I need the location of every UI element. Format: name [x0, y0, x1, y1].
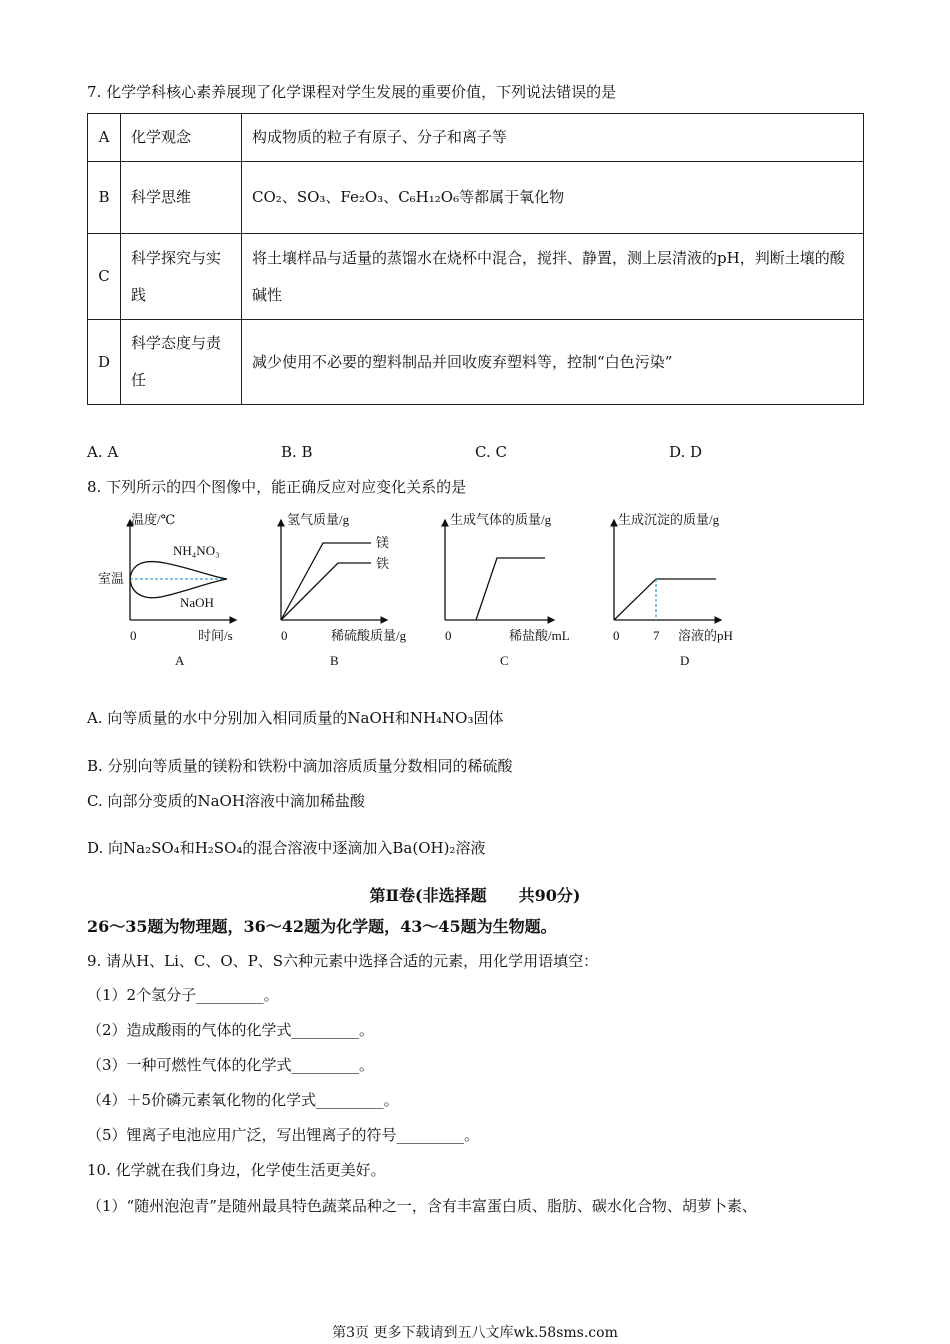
q9-item: （5）锂离子电池应用广泛，写出锂离子的符号_________。: [87, 1126, 480, 1144]
option-b[interactable]: B. B: [281, 443, 313, 461]
option-c[interactable]: C. C: [475, 443, 507, 461]
graph-b-fe-label: 铁: [376, 556, 390, 571]
graph-b-ylabel: 氢气质量/g: [287, 512, 350, 527]
question-7: 7. 化学学科核心素养展现了化学课程对学生发展的重要价值，下列说法错误的是: [87, 83, 617, 101]
row-topic: 化学观念: [121, 114, 242, 162]
row-key: D: [88, 320, 121, 405]
graph-c-caption: C: [500, 653, 509, 668]
graph-a-room-temp-label: 室温: [98, 571, 125, 586]
q8-option-b[interactable]: B. 分别向等质量的镁粉和铁粉中滴加溶质质量分数相同的稀硫酸: [87, 757, 513, 775]
q9-item: （3）一种可燃性气体的化学式_________。: [87, 1056, 375, 1074]
graph-d-line: [614, 579, 716, 620]
row-key: B: [88, 162, 121, 234]
graph-d-xlabel: 溶液的pH: [678, 628, 733, 643]
graph-a-nh4no3-curve: [130, 562, 227, 579]
graph-a-xlabel: 时间/s: [198, 628, 233, 643]
row-topic: 科学探究与实践: [121, 234, 242, 320]
section-title: 第Ⅱ卷(非选择题 共90分): [369, 886, 581, 905]
q9-item: （2）造成酸雨的气体的化学式_________。: [87, 1021, 375, 1039]
row-topic: 科学思维: [121, 162, 242, 234]
graph-a-origin: 0: [130, 628, 137, 643]
graph-d-caption: D: [680, 653, 690, 668]
row-key: A: [88, 114, 121, 162]
graph-a-naoh-label: NaOH: [180, 595, 214, 610]
graph-d-origin: 0: [613, 628, 620, 643]
graph-b-mg-label: 镁: [376, 535, 390, 550]
q8-option-a[interactable]: A. 向等质量的水中分别加入相同质量的NaOH和NH₄NO₃固体: [87, 709, 504, 727]
question-10: 10. 化学就在我们身边，化学使生活更美好。: [87, 1161, 386, 1179]
page-footer: 第3页 更多下载请到五八文库wk.58sms.com: [332, 1325, 618, 1341]
graph-a-nh4no3-label: NH₄NO₃: [173, 543, 220, 558]
graph-b-mg-line: [281, 543, 371, 620]
question-8: 8. 下列所示的四个图像中，能正确反应对应变化关系的是: [87, 478, 467, 496]
row-content: CO₂、SO₃、Fe₂O₃、C₆H₁₂O₆等都属于氧化物: [242, 162, 864, 234]
graph-b-caption: B: [330, 653, 339, 668]
row-content: 减少使用不必要的塑料制品并回收废弃塑料等，控制“白色污染”: [242, 320, 864, 405]
q9-item: （1）2个氢分子_________。: [87, 986, 279, 1004]
graph-c-origin: 0: [445, 628, 452, 643]
graph-b-xlabel: 稀硫酸质量/g: [331, 628, 407, 643]
row-topic: 科学态度与责任: [121, 320, 242, 405]
q9-item: （4）＋5价磷元素氧化物的化学式_________。: [87, 1091, 399, 1109]
row-key: C: [88, 234, 121, 320]
graph-b-origin: 0: [281, 628, 288, 643]
row-content: 构成物质的粒子有原子、分子和离子等: [242, 114, 864, 162]
option-d[interactable]: D. D: [669, 443, 703, 461]
option-a[interactable]: A. A: [87, 443, 119, 461]
graph-d-tick-7: 7: [653, 628, 660, 643]
graph-a-ylabel: 温度/℃: [131, 512, 176, 527]
q8-option-c[interactable]: C. 向部分变质的NaOH溶液中滴加稀盐酸: [87, 792, 365, 810]
graph-c-xlabel: 稀盐酸/mL: [509, 628, 570, 643]
graph-b-fe-line: [281, 563, 371, 620]
section-note: 26～35题为物理题，36～42题为化学题，43～45题为生物题。: [87, 917, 557, 936]
q8-option-d[interactable]: D. 向Na₂SO₄和H₂SO₄的混合溶液中逐滴加入Ba(OH)₂溶液: [87, 839, 486, 857]
graph-d-ylabel: 生成沉淀的质量/g: [618, 512, 720, 527]
q10-item: （1）“随州泡泡青”是随州最具特色蔬菜品种之一，含有丰富蛋白质、脂肪、碳水化合物、胡萝卜素、: [87, 1197, 757, 1215]
row-content: 将土壤样品与适量的蒸馏水在烧杯中混合，搅拌、静置，测上层清液的pH，判断土壤的酸碱性: [242, 234, 864, 320]
question-9: 9. 请从H、Li、C、O、P、S六种元素中选择合适的元素，用化学用语填空：: [87, 952, 599, 970]
graph-a-caption: A: [175, 653, 185, 668]
graph-c-line: [476, 558, 545, 620]
graph-c-ylabel: 生成气体的质量/g: [450, 512, 552, 527]
